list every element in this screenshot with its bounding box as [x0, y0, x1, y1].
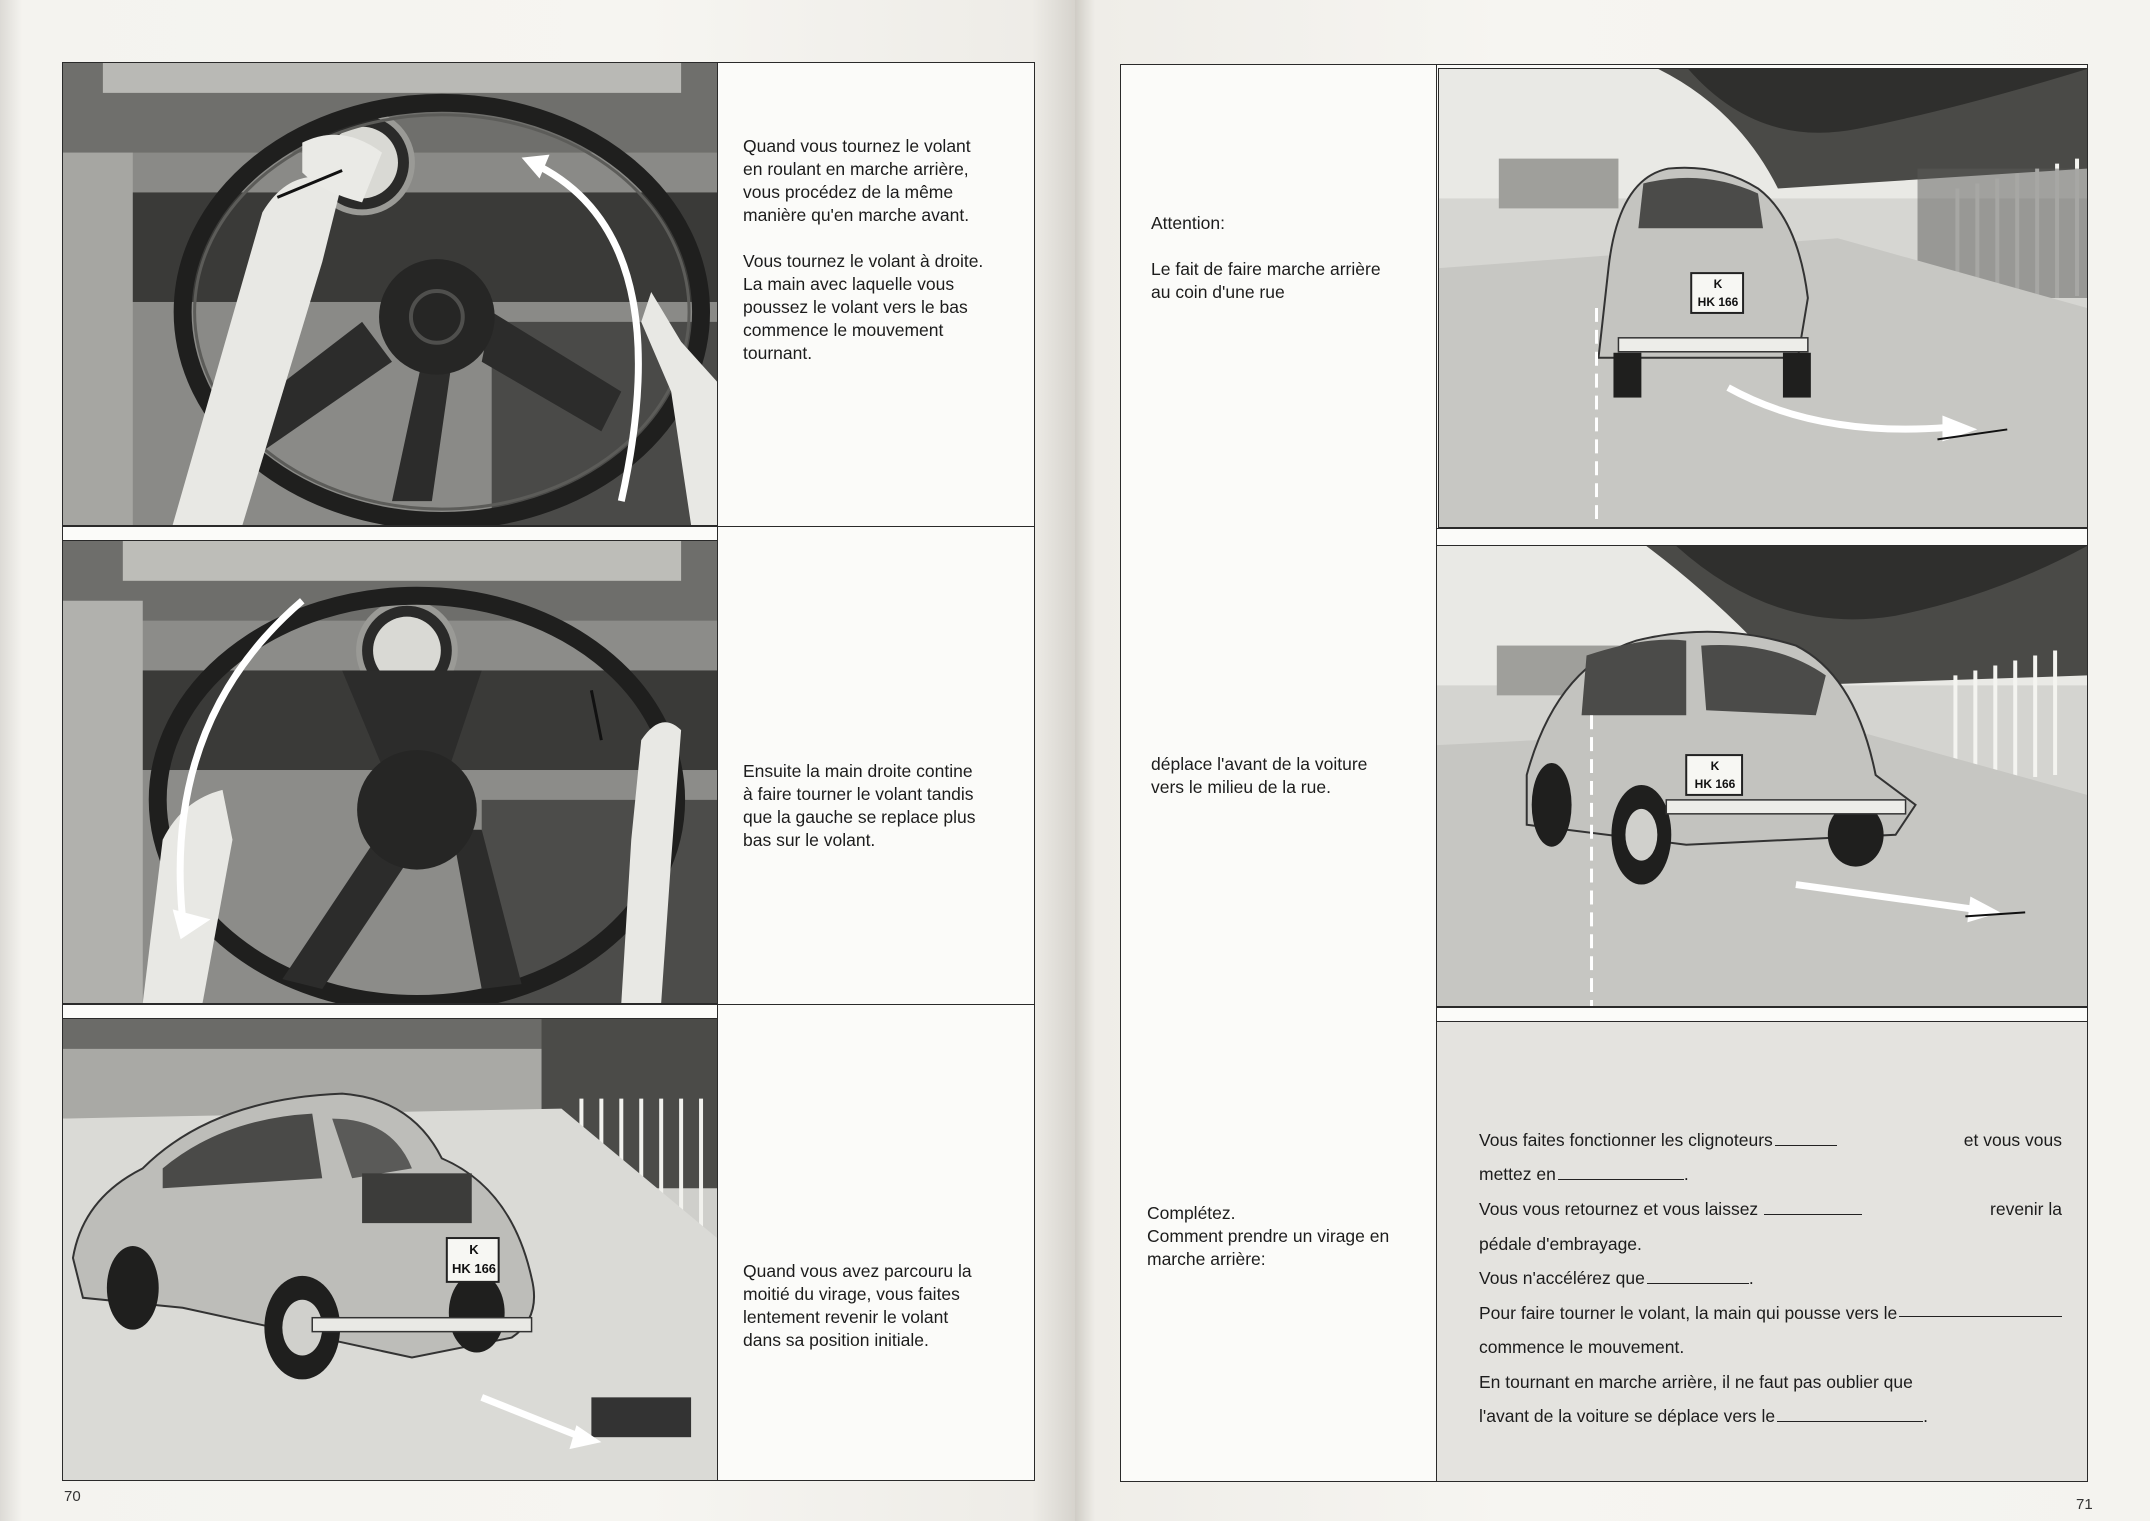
plate-line-2: HK 166	[1694, 777, 1736, 791]
exercise-line-1	[1479, 1129, 2062, 1152]
plate-line-1: K	[1710, 759, 1720, 773]
car-plate-right-2	[1688, 757, 1742, 795]
fill-blank[interactable]	[1558, 1165, 1684, 1180]
car-plate-right-1	[1693, 275, 1743, 313]
exercise-text: En tournant en marche arrière, il ne faut pas oublier que	[1479, 1372, 1913, 1392]
plate-line-2: HK 166	[1697, 295, 1739, 309]
caption-corner-2: déplace l'avant de la voiture vers le milieu de la rue.	[1151, 754, 1368, 797]
exercise-label: Complétez. Comment prendre un virage en marche arrière:	[1147, 1203, 1390, 1269]
exercise-line-9	[1479, 1405, 1928, 1428]
exercise-text-after: et vous vous	[1963, 1130, 2062, 1150]
fill-blank[interactable]	[1775, 1131, 1837, 1146]
exercise-text: Vous faites fonctionner les clignoteurs	[1479, 1130, 1773, 1150]
attention-label: Attention:	[1151, 213, 1225, 233]
left-row-divider-1	[62, 526, 1035, 527]
car-reversing-photo	[62, 1018, 718, 1481]
exercise-text: pédale d'embrayage.	[1479, 1234, 1642, 1254]
exercise-text: Vous n'accélérez que	[1479, 1268, 1645, 1288]
exercise-line-8	[1479, 1371, 1913, 1394]
fill-blank[interactable]	[1899, 1302, 2062, 1317]
right-page	[1075, 0, 2150, 1521]
page-number-right: 71	[2076, 1496, 2093, 1513]
fill-blank[interactable]	[1777, 1407, 1923, 1422]
exercise-text-after: .	[1683, 1164, 1689, 1184]
right-row-divider-2	[1436, 1007, 2088, 1008]
plate-line-2: HK 166	[451, 1261, 497, 1276]
exercise-line-4	[1479, 1233, 1642, 1256]
exercise-text-after: revenir la	[1990, 1199, 2062, 1219]
car-rear-photo-2	[1436, 545, 2088, 1007]
plate-line-1: K	[469, 1242, 479, 1257]
fill-blank[interactable]	[1647, 1269, 1749, 1284]
exercise-text: l'avant de la voiture se déplace vers le	[1479, 1406, 1776, 1426]
steering-wheel-photo-1	[62, 62, 718, 526]
caption-steering-2: Ensuite la main droite contine à faire tourner le volant tandis que la gauche se replace plus bas sur le volant.	[743, 761, 976, 850]
left-row-divider-2	[62, 1004, 1035, 1005]
exercise-line-2	[1479, 1163, 1689, 1186]
steering-wheel-photo-2	[62, 540, 718, 1004]
exercise-text: Pour faire tourner le volant, la main qui pousse vers le	[1479, 1303, 1898, 1323]
fill-blank[interactable]	[1764, 1200, 1862, 1215]
plate-line-1: K	[1713, 277, 1723, 291]
exercise-line-6	[1479, 1302, 2062, 1325]
car-plate-left	[449, 1240, 499, 1282]
caption-steering-3: Quand vous avez parcouru la moitié du virage, vous faites lentement revenir le volant dans sa position initiale.	[743, 1261, 972, 1350]
exercise-line-3	[1479, 1198, 2062, 1221]
caption-corner-1: Le fait de faire marche arrière au coin d'une rue	[1151, 259, 1381, 302]
caption-steering-1: Quand vous tournez le volant en roulant en marche arrière, vous procédez de la même manière qu'en marche avant. Vous tournez le volant à droite. La main avec laquelle vous poussez le volant vers le bas commence le mouvement tournant.	[743, 136, 984, 363]
exercise-text: Vous vous retournez et vous laissez	[1479, 1199, 1759, 1219]
exercise-line-5	[1479, 1267, 1754, 1290]
page-number-left: 70	[64, 1488, 81, 1505]
exercise-line-7	[1479, 1336, 1684, 1359]
exercise-text: commence le mouvement.	[1479, 1337, 1685, 1357]
car-rear-photo-1	[1438, 68, 2088, 528]
exercise-text-after: .	[1923, 1406, 1929, 1426]
exercise-text-after: .	[1748, 1268, 1754, 1288]
exercise-text: mettez en	[1479, 1164, 1556, 1184]
right-row-divider-1	[1436, 528, 2088, 529]
